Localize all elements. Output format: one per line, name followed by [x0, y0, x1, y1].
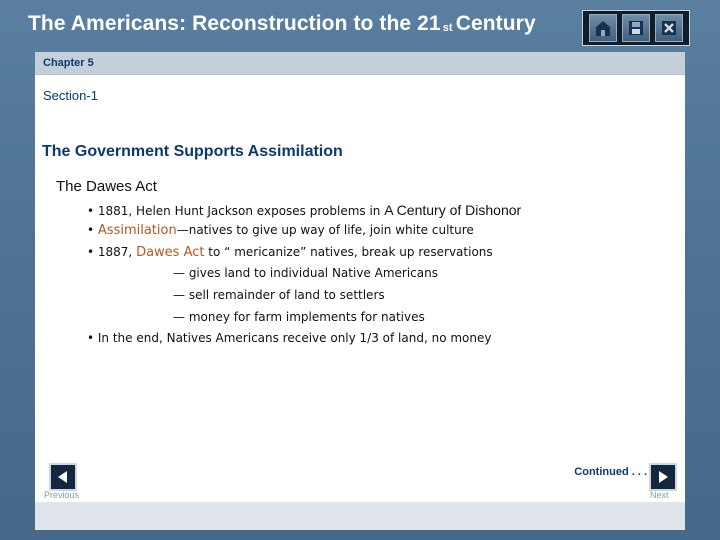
nav-icon-group — [582, 10, 690, 46]
home-icon[interactable] — [589, 14, 617, 42]
continued-label: Continued . . . — [574, 466, 647, 478]
bullet-1-text: • 1881, Helen Hunt Jackson exposes problems in — [87, 204, 385, 218]
app-title — [28, 12, 536, 36]
bullet-3-text-b: to “ mericanize” natives, break up reservations — [204, 245, 493, 259]
bullet-1-book-title: A Century of Dishonor — [384, 202, 522, 218]
bullet-1 — [87, 202, 521, 218]
next-button[interactable] — [649, 463, 677, 491]
sub-bullet-2: — sell remainder of land to settlers — [173, 288, 385, 302]
next-label[interactable]: Next — [650, 490, 669, 500]
bullet-4: • In the end, Natives Americans receive only 1/3 of land, no money — [87, 331, 492, 345]
bottom-strip — [35, 502, 685, 530]
bullet-2-term: Assimilation — [97, 223, 177, 238]
bullet-2-dot: • — [87, 223, 98, 237]
previous-label[interactable]: Previous — [44, 490, 80, 500]
bullet-2 — [87, 223, 474, 238]
slide-heading: The Dawes Act — [56, 178, 157, 195]
title-end: Century — [455, 12, 536, 35]
bullet-2-text: —natives to give up way of life, join white culture — [176, 223, 474, 237]
sub-bullet-1: — gives land to individual Native Americans — [173, 266, 438, 280]
chapter-label: Chapter 5 — [43, 57, 94, 69]
slide-subtitle: The Government Supports Assimilation — [42, 143, 343, 160]
chapter-bar — [35, 52, 685, 75]
arrow-left-icon — [55, 469, 71, 485]
section-label: Section-1 — [43, 88, 98, 103]
previous-button[interactable] — [49, 463, 77, 491]
title-main: The Americans: Reconstruction to the 21 — [28, 12, 441, 35]
close-icon[interactable] — [655, 14, 683, 42]
arrow-right-icon — [655, 469, 671, 485]
bullet-3 — [87, 245, 493, 260]
sub-bullet-3: — money for farm implements for natives — [173, 310, 425, 324]
bullet-3-term: Dawes Act — [136, 245, 205, 260]
slide-panel — [35, 52, 685, 530]
title-sup: st — [442, 22, 453, 34]
save-icon[interactable] — [622, 14, 650, 42]
bullet-3-text-a: • 1887, — [87, 245, 137, 259]
